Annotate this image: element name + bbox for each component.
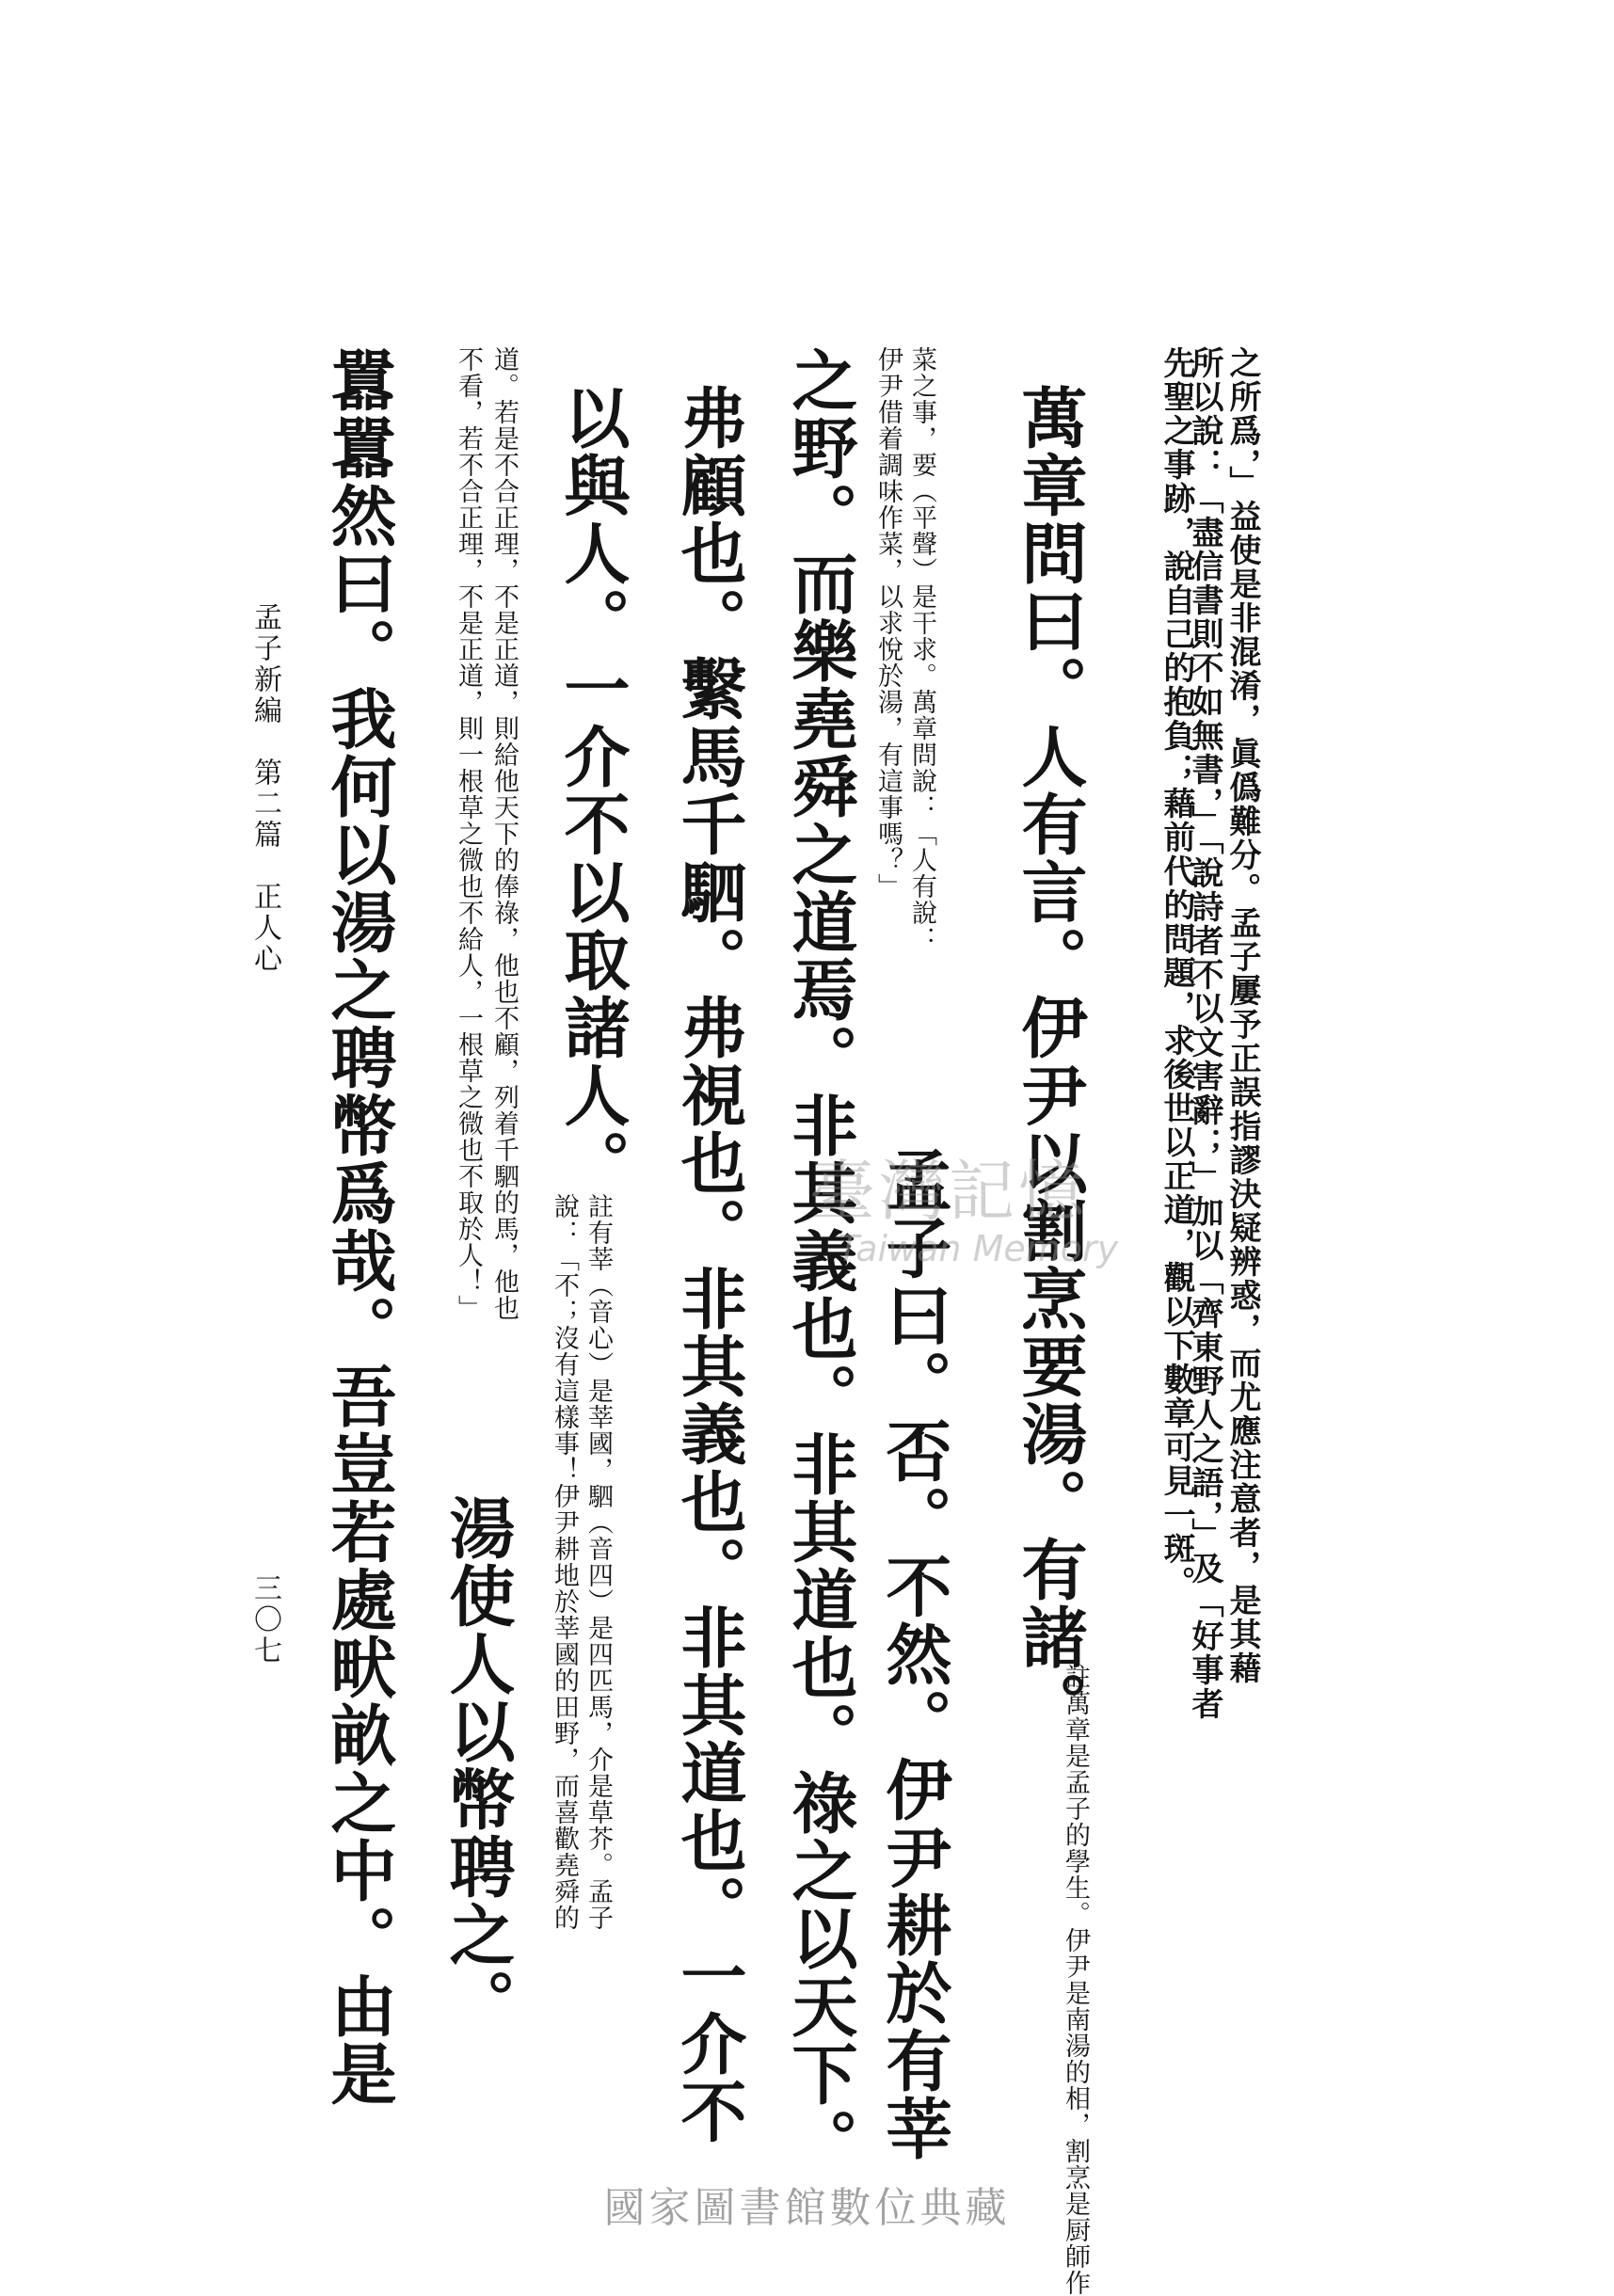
- text-column-5: 註萬章是孟子的學生。伊尹是南湯的相，割烹是厨師作: [1061, 1664, 1090, 2296]
- text-column-14: 道。若是不合正理，不是正道，則給他天下的俸祿，他也不顧，列着千駟的馬，他也: [489, 346, 519, 1321]
- running-title: 孟子新編 第二篇 正人心: [248, 602, 281, 975]
- text-column-8: 孟子曰。否。不然。伊尹耕於有莘: [875, 1146, 953, 2162]
- text-column-16: 湯使人以幣聘之。: [439, 1494, 517, 2036]
- text-column-10: 弗顧也。繫馬千駟。弗視也。非其義也。非其道也。一介不: [670, 384, 748, 2145]
- text-column-7: 伊尹借着調味作菜，以求悅於湯，有這事嗎？」: [873, 346, 903, 900]
- text-column-3: 先聖之事跡，說自己的抱負；藉前代的問題，求後世以正道，觀以下數章可見一斑。: [1158, 346, 1195, 1600]
- page-number: 三〇七: [248, 1573, 281, 1666]
- text-column-11: 以與人。一介不以取諸人。: [553, 384, 631, 1197]
- text-column-17: 囂囂然曰。我何以湯之聘幣爲哉。吾豈若處畎畝之中。由是: [320, 346, 398, 2108]
- text-column-6: 菜之事，要（平聲）是干求。萬章問說：「人有說：: [907, 346, 936, 952]
- text-column-15: 不看，若不合正理，不是正道，則一根草之微也不給人，一根草之微也不取於人！」: [454, 346, 483, 1321]
- text-column-1: 所以說：「盡信書則不如無書，」「說詩者不以文害辭；」加以「齊東野人之語，」及「好事者: [1186, 346, 1223, 1721]
- text-column-2: 之所爲，」益使是非混淆，眞僞難分。孟子屢予正誤指謬決疑辨惑，而尤應注意者，是其藉: [1223, 346, 1261, 1685]
- text-column-12: 註有莘（音心）是莘國，駟（音四）是四匹馬，介是草芥。孟子: [583, 1193, 613, 1931]
- library-credit: 國家圖書館數位典藏: [603, 2184, 1011, 2232]
- text-column-4: 萬章問曰。人有言。伊尹以割烹要湯。有諸。: [1011, 384, 1089, 1739]
- text-column-9: 之野。而樂堯舜之道焉。非其義也。非其道也。祿之以天下。: [781, 346, 859, 2176]
- taiwan-memory-watermark: [809, 1139, 1148, 1289]
- watermark-english: Taiwan Memory: [838, 1228, 1119, 1269]
- text-column-13: 說：「不；沒有這樣事！伊尹耕地於莘國的田野，而喜歡堯舜的: [550, 1193, 579, 1931]
- watermark-chinese: 臺灣記憶: [809, 1153, 1088, 1230]
